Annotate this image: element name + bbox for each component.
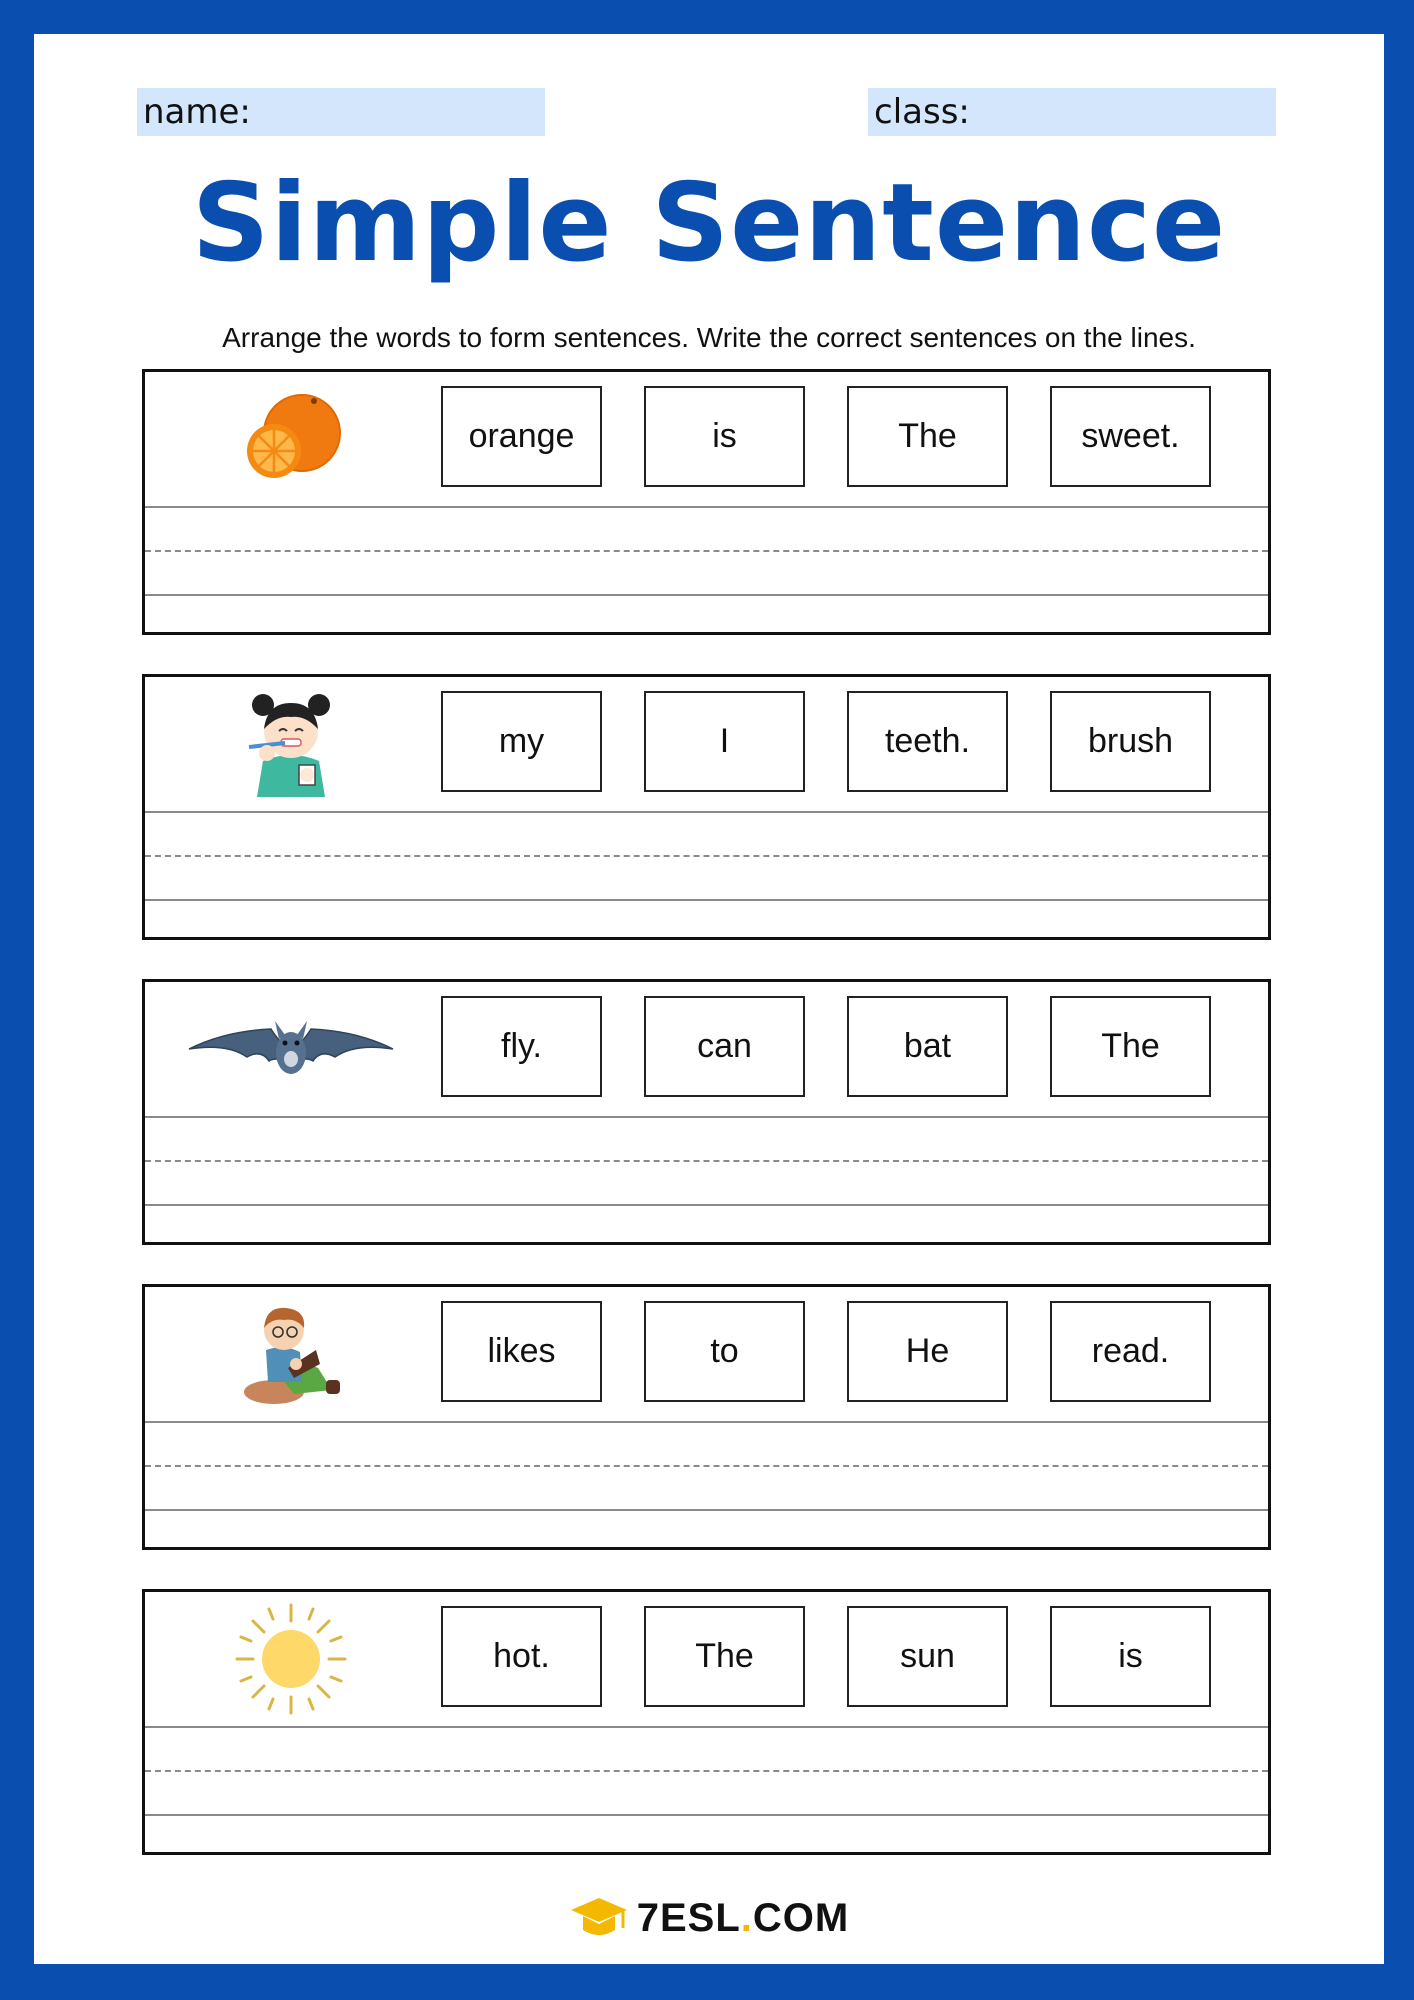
word-card[interactable]: sweet. (1050, 386, 1211, 487)
word-card[interactable]: to (644, 1301, 805, 1402)
word-card[interactable]: likes (441, 1301, 602, 1402)
exercise-3 (142, 979, 1271, 1245)
worksheet (34, 34, 1384, 1964)
writing-line[interactable] (145, 1116, 1268, 1118)
word-card[interactable]: fly. (441, 996, 602, 1097)
word-card[interactable]: brush (1050, 691, 1211, 792)
exercise-2 (142, 674, 1271, 940)
name-field[interactable] (137, 88, 545, 136)
bat-icon (185, 990, 397, 1108)
word-card[interactable]: He (847, 1301, 1008, 1402)
class-label: class: (874, 92, 970, 132)
word-card[interactable]: sun (847, 1606, 1008, 1707)
writing-midline (145, 855, 1268, 857)
exercise-5 (142, 1589, 1271, 1855)
writing-line[interactable] (145, 1421, 1268, 1423)
word-card[interactable]: The (847, 386, 1008, 487)
sun-icon (185, 1600, 397, 1718)
word-card[interactable]: read. (1050, 1301, 1211, 1402)
word-card[interactable]: orange (441, 386, 602, 487)
writing-line[interactable] (145, 1726, 1268, 1728)
orange-icon (185, 380, 397, 498)
word-card[interactable]: is (644, 386, 805, 487)
logo-prefix: 7 (636, 1895, 660, 1940)
writing-line[interactable] (145, 899, 1268, 901)
exercise-4 (142, 1284, 1271, 1550)
writing-line[interactable] (145, 1509, 1268, 1511)
page-title: Simple Sentence (191, 161, 1227, 286)
writing-line[interactable] (145, 811, 1268, 813)
writing-midline (145, 1770, 1268, 1772)
writing-midline (145, 1465, 1268, 1467)
name-label: name: (143, 92, 251, 132)
word-card[interactable]: can (644, 996, 805, 1097)
word-card[interactable]: teeth. (847, 691, 1008, 792)
logo-text (637, 1896, 850, 1941)
word-card[interactable]: hot. (441, 1606, 602, 1707)
logo-main: ESL (660, 1895, 741, 1940)
writing-midline (145, 550, 1268, 552)
word-card[interactable]: The (1050, 996, 1211, 1097)
boy-reading-icon (185, 1295, 397, 1413)
logo-dot: . (740, 1895, 753, 1940)
instructions: Arrange the words to form sentences. Write the correct sentences on the lines. (222, 322, 1196, 353)
writing-line[interactable] (145, 506, 1268, 508)
girl-brushing-teeth-icon (185, 685, 397, 803)
word-card[interactable]: bat (847, 996, 1008, 1097)
writing-line[interactable] (145, 1204, 1268, 1206)
exercise-1 (142, 369, 1271, 635)
class-field[interactable] (868, 88, 1276, 136)
word-card[interactable]: I (644, 691, 805, 792)
writing-midline (145, 1160, 1268, 1162)
logo-suffix: COM (752, 1895, 850, 1940)
writing-line[interactable] (145, 594, 1268, 596)
word-card[interactable]: is (1050, 1606, 1211, 1707)
word-card[interactable]: The (644, 1606, 805, 1707)
word-card[interactable]: my (441, 691, 602, 792)
footer-logo (34, 1894, 1384, 1942)
writing-line[interactable] (145, 1814, 1268, 1816)
graduation-cap-icon (569, 1894, 629, 1942)
